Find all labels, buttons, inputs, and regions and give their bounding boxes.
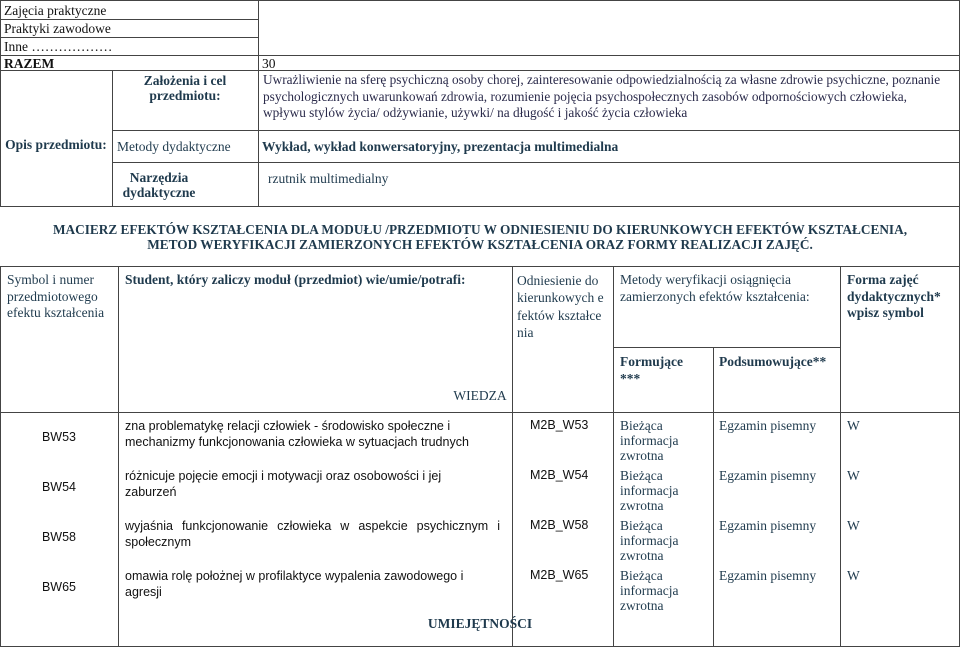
zalozenia-label: Założenia i cel przedmiotu: xyxy=(143,73,227,103)
row-formujace: Bieżąca informacja zwrotna xyxy=(620,468,679,513)
section-wiedza: WIEDZA xyxy=(453,388,507,403)
row-forma: W xyxy=(847,468,860,483)
row-zajecia-praktyczne: Zajęcia praktyczne xyxy=(4,3,107,18)
row-symbol: BW54 xyxy=(41,480,77,494)
header-formujace: Formujące *** xyxy=(620,354,683,386)
metody-text: Wykład, wykład konwersatoryjny, prezentacja multimedialna xyxy=(262,139,619,154)
zalozenia-text: Uwrażliwienie na sferę psychiczną osoby chorej, zainteresowanie odpowiedzialnością za własne zdrowie psychiczne, poznanie psychologicznych uwarunkowań zdrowia, rozumienie pojęcia psychospołecznych zasobów odpornościowych człowieka, wpływu stylów życia/ odżywianie, używki/ na długość i jakość życia człowieka xyxy=(263,72,941,120)
row-formujace: Bieżąca informacja zwrotna xyxy=(620,418,679,463)
row-description: omawia rolę położnej w profilaktyce wypalenia zawodowego i agresji xyxy=(125,569,464,599)
header-symbol: Symbol i numer przedmiotowego efektu kształcenia xyxy=(7,272,105,320)
row-formujace: Bieżąca informacja zwrotna xyxy=(620,568,679,613)
opis-label: Opis przedmiotu: xyxy=(5,137,107,152)
row-forma: W xyxy=(847,418,860,433)
row-praktyki-zawodowe: Praktyki zawodowe xyxy=(4,21,111,36)
razem-value: 30 xyxy=(262,56,276,71)
row-description: zna problematykę relacji człowiek - środowisko społeczne i mechanizmy funkcjonowania człowieka w sytuacjach trudnych xyxy=(125,419,469,449)
row-podsumowujace: Egzamin pisemny xyxy=(719,518,817,533)
row-podsumowujace: Egzamin pisemny xyxy=(719,468,817,483)
row-symbol: BW53 xyxy=(41,430,77,444)
row-podsumowujace: Egzamin pisemny xyxy=(719,418,817,433)
row-forma: W xyxy=(847,518,860,533)
row-reference: M2B_W53 xyxy=(530,418,589,432)
section-umiejetnosci: UMIEJĘTNOŚCI xyxy=(427,616,533,631)
row-description: różnicuje pojęcie emocji i motywacji oraz osobowości i jej zaburzeń xyxy=(125,469,442,499)
row-reference: M2B_W65 xyxy=(530,568,589,582)
header-student: Student, który zaliczy moduł (przedmiot) wie/umie/potrafi: xyxy=(125,272,466,287)
row-inne: Inne ……………… xyxy=(4,39,113,54)
macierz-title-line2: METOD WERYFIKACJI ZAMIERZONYCH EFEKTÓW KSZTAŁCENIA ORAZ FORMY REALIZACJI ZAJĘĆ. xyxy=(147,237,813,252)
narzedzia-label: Narzędzia dydaktyczne xyxy=(122,170,196,200)
metody-label: Metody dydaktyczne xyxy=(117,139,231,154)
header-podsumowujace: Podsumowujące** xyxy=(719,354,827,369)
row-forma: W xyxy=(847,568,860,583)
row-podsumowujace: Egzamin pisemny xyxy=(719,568,817,583)
header-forma: Forma zajęć dydaktycznych* wpisz symbol xyxy=(847,272,941,320)
row-reference: M2B_W54 xyxy=(530,468,589,482)
header-odniesienie: Odniesienie do kierunkowych efektów kształcenia xyxy=(517,273,604,340)
razem-label: RAZEM xyxy=(4,56,55,71)
row-symbol: BW58 xyxy=(41,530,77,544)
header-metody: Metody weryfikacji osiągnięcia zamierzonych efektów kształcenia: xyxy=(620,272,810,304)
row-description: wyjaśnia funkcjonowanie człowieka w aspekcie psychicznym i społecznym xyxy=(125,519,500,549)
narzedzia-text: rzutnik multimedialny xyxy=(268,171,389,186)
row-reference: M2B_W58 xyxy=(530,518,589,532)
macierz-title-line1: MACIERZ EFEKTÓW KSZTAŁCENIA DLA MODUŁU /PRZEDMIOTU W ODNIESIENIU DO KIERUNKOWYCH EFEKTÓW KSZTAŁCENIA, xyxy=(52,222,908,237)
row-formujace: Bieżąca informacja zwrotna xyxy=(620,518,679,563)
row-symbol: BW65 xyxy=(41,580,77,594)
